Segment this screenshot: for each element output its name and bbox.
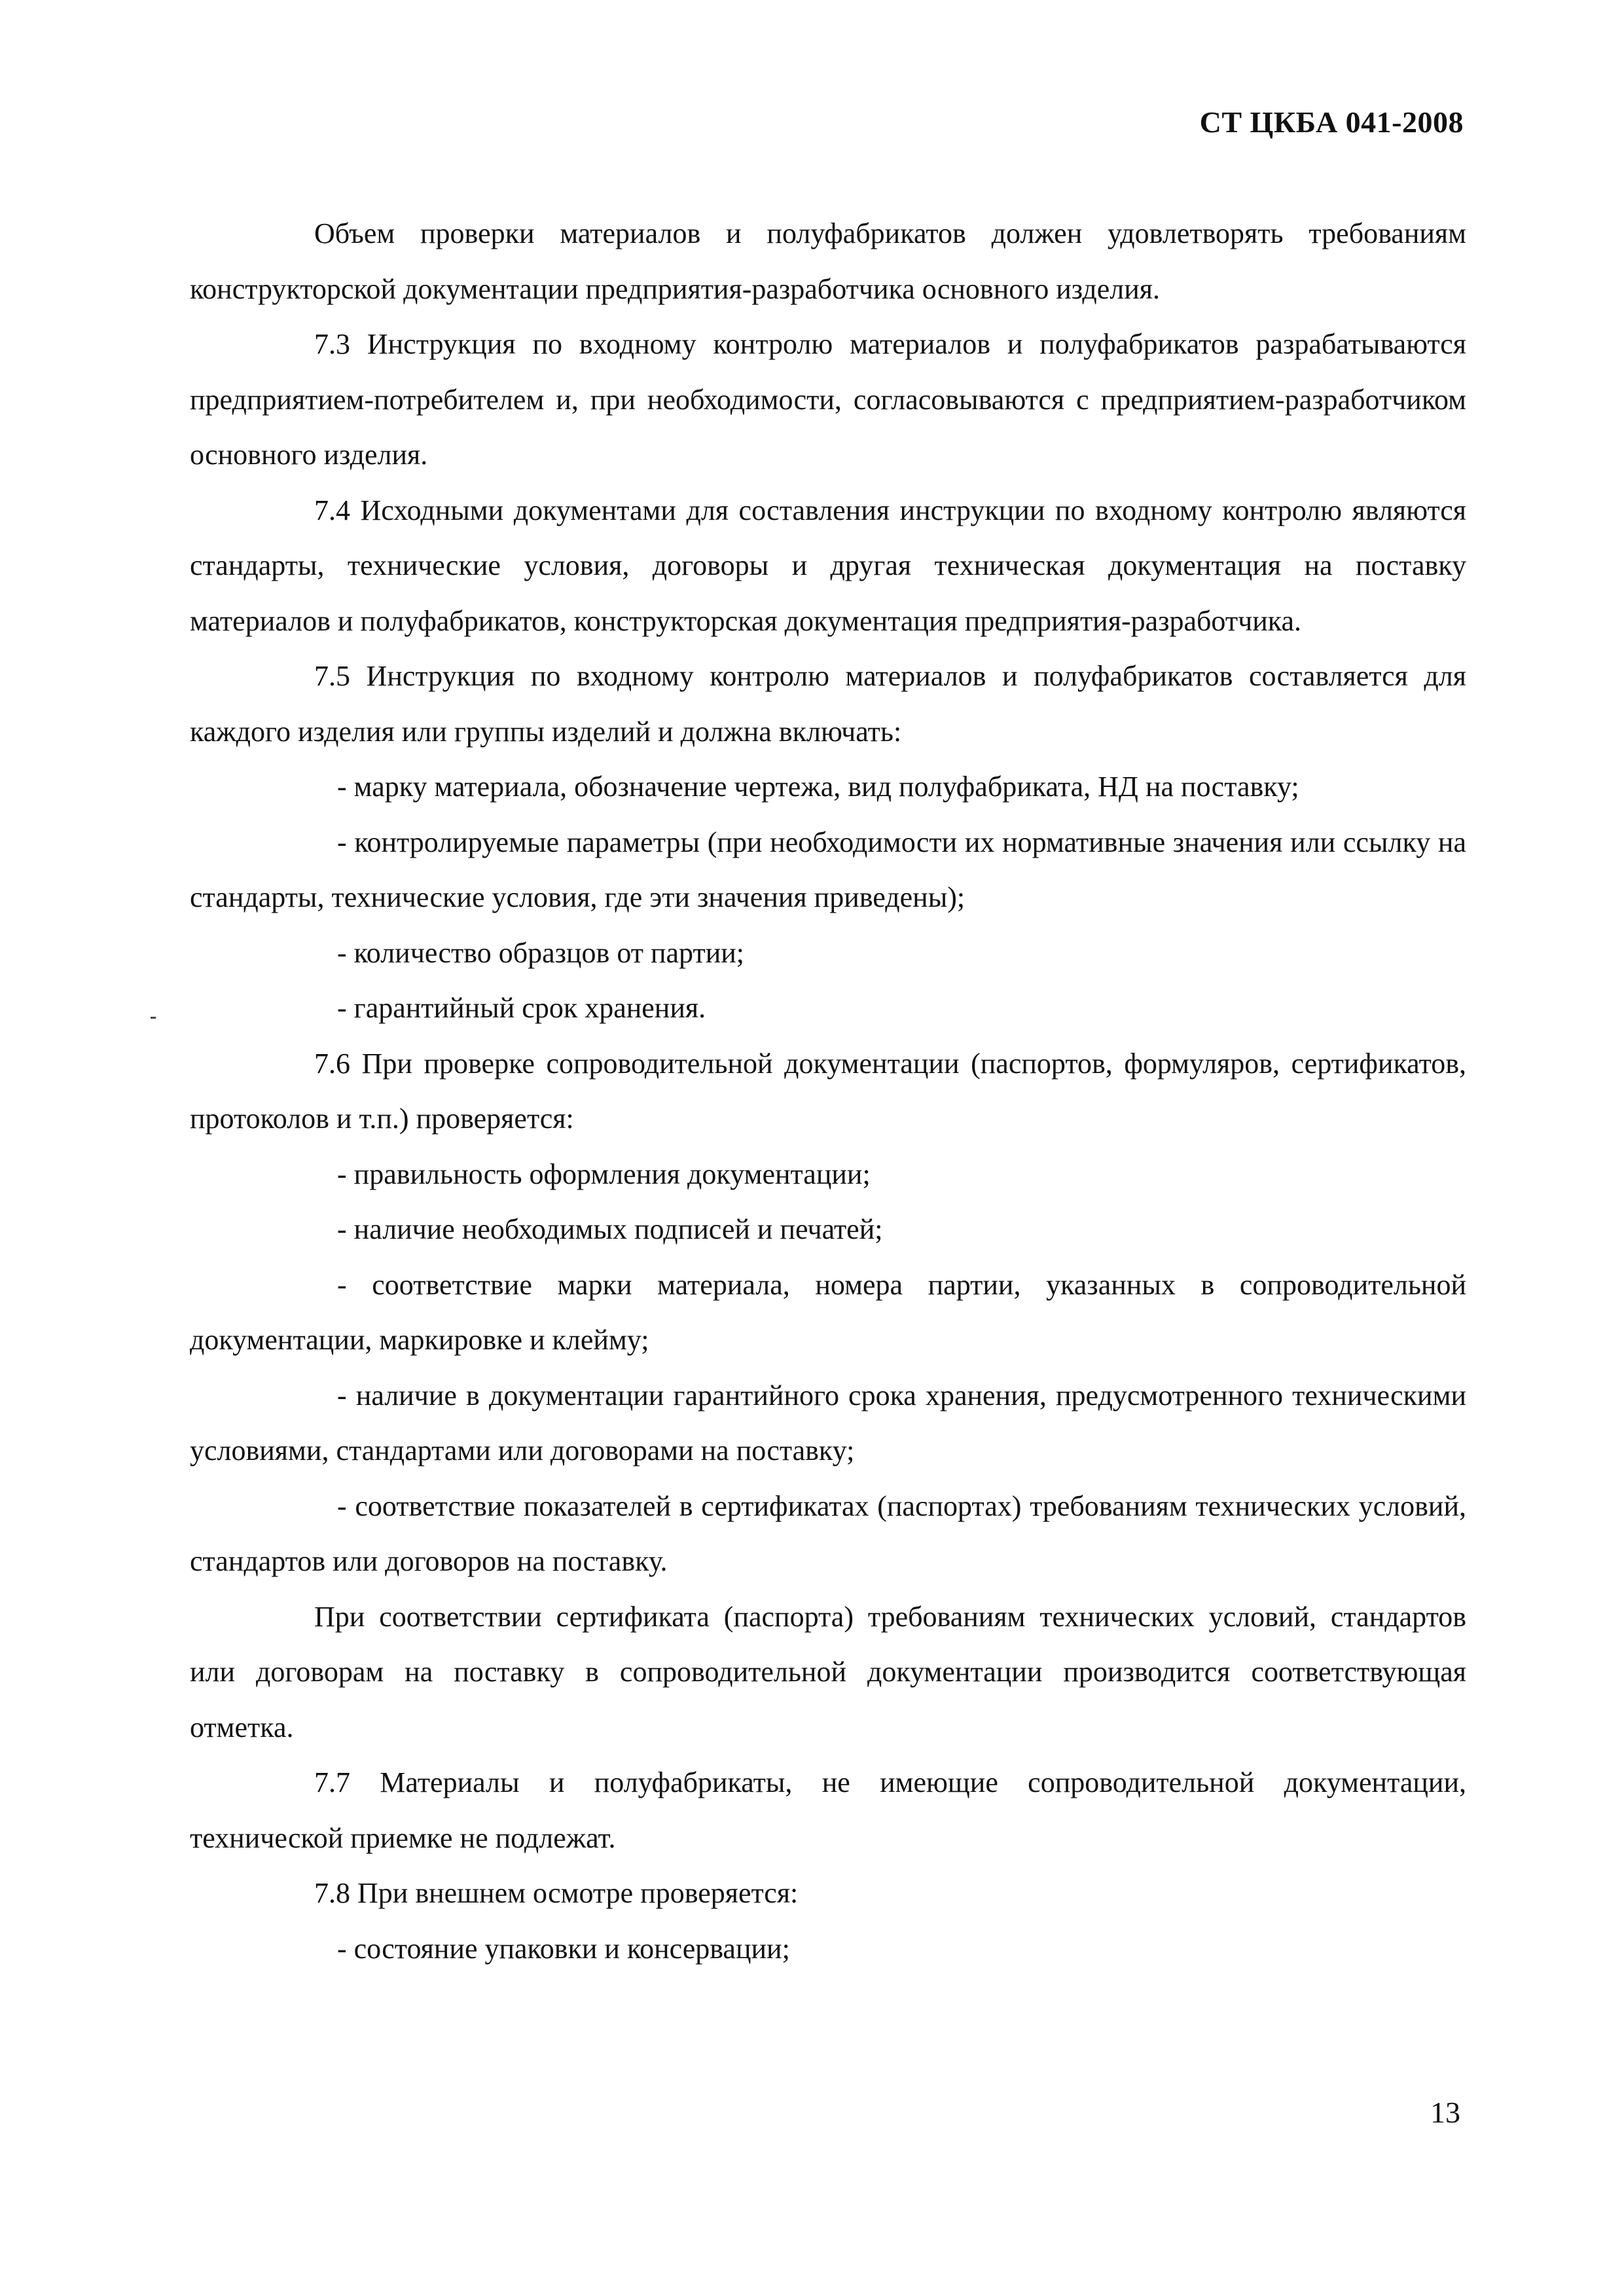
document-body — [190, 206, 1466, 1977]
paragraph-7-5: 7.5 Инструкция по входному контролю материалов и полуфабрикатов составляется для каждого изделия или группы изделий и должна включать: — [190, 660, 1466, 748]
paragraph-7-6: 7.6 При проверке сопроводительной документации (паспортов, формуляров, сертификатов, протоколов и т.п.) проверяется: — [190, 1047, 1466, 1135]
list-item: - соответствие марки материала, номера партии, указанных в сопроводительной документации, маркировке и клейму; — [190, 1268, 1466, 1356]
list-item: - правильность оформления документации; — [337, 1157, 871, 1190]
page-number: 13 — [1430, 2096, 1460, 2129]
document-code-header: СТ ЦКБА 041-2008 — [1199, 105, 1464, 139]
list-item: - контролируемые параметры (при необходимости их нормативные значения или ссылку на стандарты, технические условия, где эти значения приведены); — [190, 826, 1466, 913]
paragraph-certificate-compliance: При соответствии сертификата (паспорта) требованиям технических условий, стандартов или договорам на поставку в сопроводительной документации производится соответствующая отметка. — [190, 1600, 1466, 1743]
paragraph-volume-check: Объем проверки материалов и полуфабрикатов должен удовлетворять требованиям конструкторской документации предприятия-разработчика основного изделия. — [190, 217, 1466, 305]
list-item: - состояние упаковки и консервации; — [337, 1932, 790, 1965]
list-item: - наличие необходимых подписей и печатей; — [337, 1213, 883, 1245]
list-item: - наличие в документации гарантийного срока хранения, предусмотренного техническими условиями, стандартами или договорами на поставку; — [190, 1379, 1466, 1467]
paragraph-7-8: 7.8 При внешнем осмотре проверяется: — [314, 1877, 799, 1909]
list-item: - марку материала, обозначение чертежа, вид полуфабриката, НД на поставку; — [337, 771, 1299, 803]
list-item: - соответствие показателей в сертификатах (паспортах) требованиям технических условий, стандартов или договоров на поставку. — [190, 1489, 1466, 1577]
scan-artifact — [151, 1017, 156, 1019]
list-item: - гарантийный срок хранения. — [337, 992, 706, 1024]
list-item: - количество образцов от партии; — [337, 936, 745, 969]
paragraph-7-7: 7.7 Материалы и полуфабрикаты, не имеющие сопроводительной документации, технической приемке не подлежат. — [190, 1766, 1466, 1854]
paragraph-7-3: 7.3 Инструкция по входному контролю материалов и полуфабрикатов разрабатываются предприятием-потребителем и, при необходимости, согласовываются с предприятием-разработчиком основного изделия. — [190, 328, 1466, 471]
paragraph-7-4: 7.4 Исходными документами для составления инструкции по входному контролю являются стандарты, технические условия, договоры и другая техническая документация на поставку материалов и полуфабрикатов, конструкторская документация предприятия-разработчика. — [190, 494, 1466, 637]
